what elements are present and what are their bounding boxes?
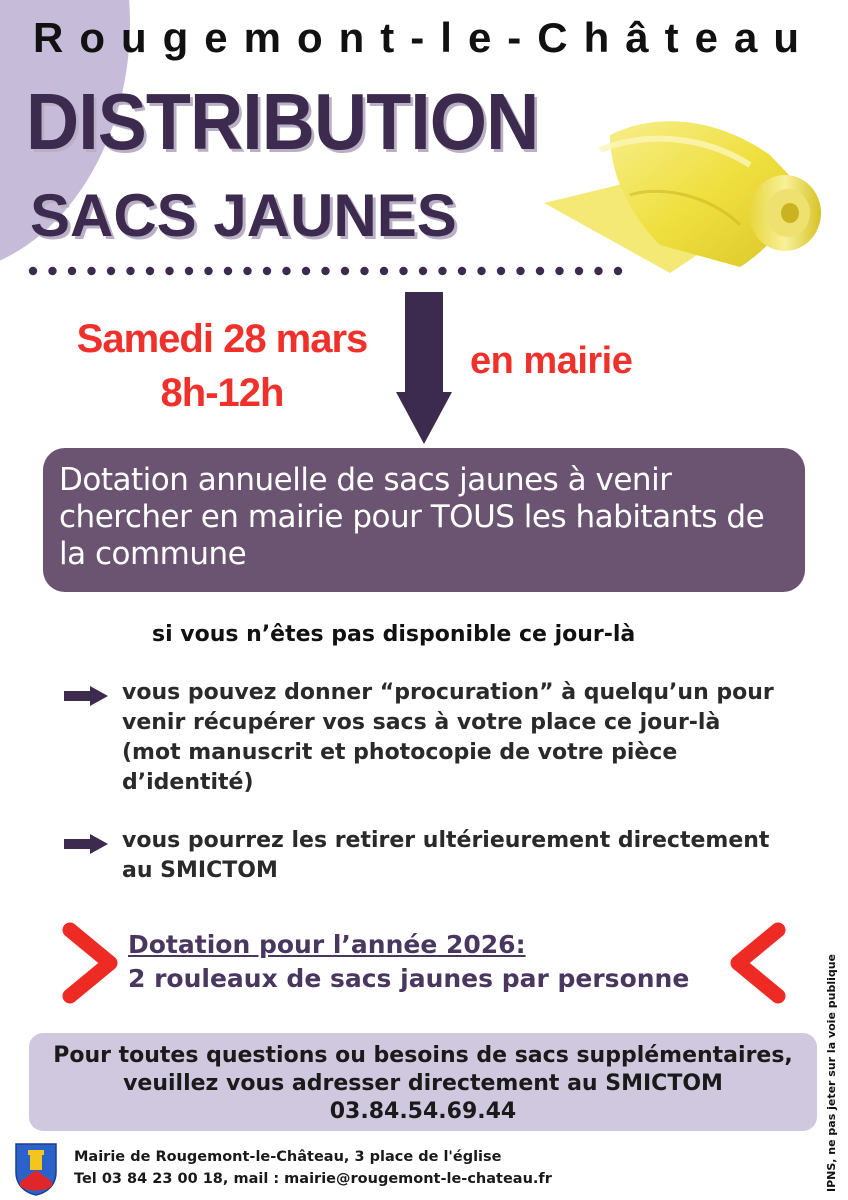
right-arrow-icon <box>64 686 108 706</box>
allocation-detail: 2 rouleaux de sacs jaunes par personne <box>128 964 690 993</box>
event-date-time <box>42 312 402 420</box>
option-text: vous pouvez donner “procuration” à quelqu’un pour venir récupérer vos sacs à votre place ce jour-là (mot manuscrit et photocopie de votre pièce d’identité) <box>122 680 774 795</box>
ipns-notice: IPNS, ne pas jeter sur la voie publique <box>825 953 838 1192</box>
right-arrow-icon <box>64 834 108 854</box>
footer-contact: Tel 03 84 23 00 18, mail : mairie@rougemont-le-chateau.fr <box>74 1171 552 1187</box>
yellow-bag-roll-image <box>540 95 830 285</box>
town-crest-logo <box>14 1142 58 1196</box>
intro-box <box>43 448 805 592</box>
title-sacs-jaunes: SACS JAUNES <box>30 182 457 249</box>
title-distribution: DISTRIBUTION <box>26 77 539 166</box>
event-hours: 8h-12h <box>160 371 284 415</box>
unavailable-heading: si vous n’êtes pas disponible ce jour-là <box>152 622 636 647</box>
intro-text: Dotation annuelle de sacs jaunes à venir chercher en mairie pour TOUS les habitants de la commune <box>59 462 765 572</box>
contact-phone: 03.84.54.69.44 <box>329 1099 517 1124</box>
contact-line1: Pour toutes questions ou besoins de sacs supplémentaires, <box>53 1043 793 1068</box>
chevron-left-icon <box>728 922 786 1004</box>
footer-address: Mairie de Rougemont-le-Château, 3 place de l'église <box>74 1149 502 1165</box>
option-text: vous pourrez les retirer ultérieurement directement au SMICTOM <box>122 828 770 883</box>
chevron-right-icon <box>62 922 120 1004</box>
contact-box <box>29 1033 817 1131</box>
town-name: Rougemont-le-Château <box>33 14 815 61</box>
event-date: Samedi 28 mars <box>76 317 368 361</box>
dotted-divider <box>28 265 628 277</box>
allocation-title: Dotation pour l’année 2026: <box>128 930 526 959</box>
event-location: en mairie <box>470 340 633 382</box>
contact-line2: veuillez vous adresser directement au SMICTOM <box>123 1071 723 1096</box>
down-arrow-icon <box>396 292 452 444</box>
